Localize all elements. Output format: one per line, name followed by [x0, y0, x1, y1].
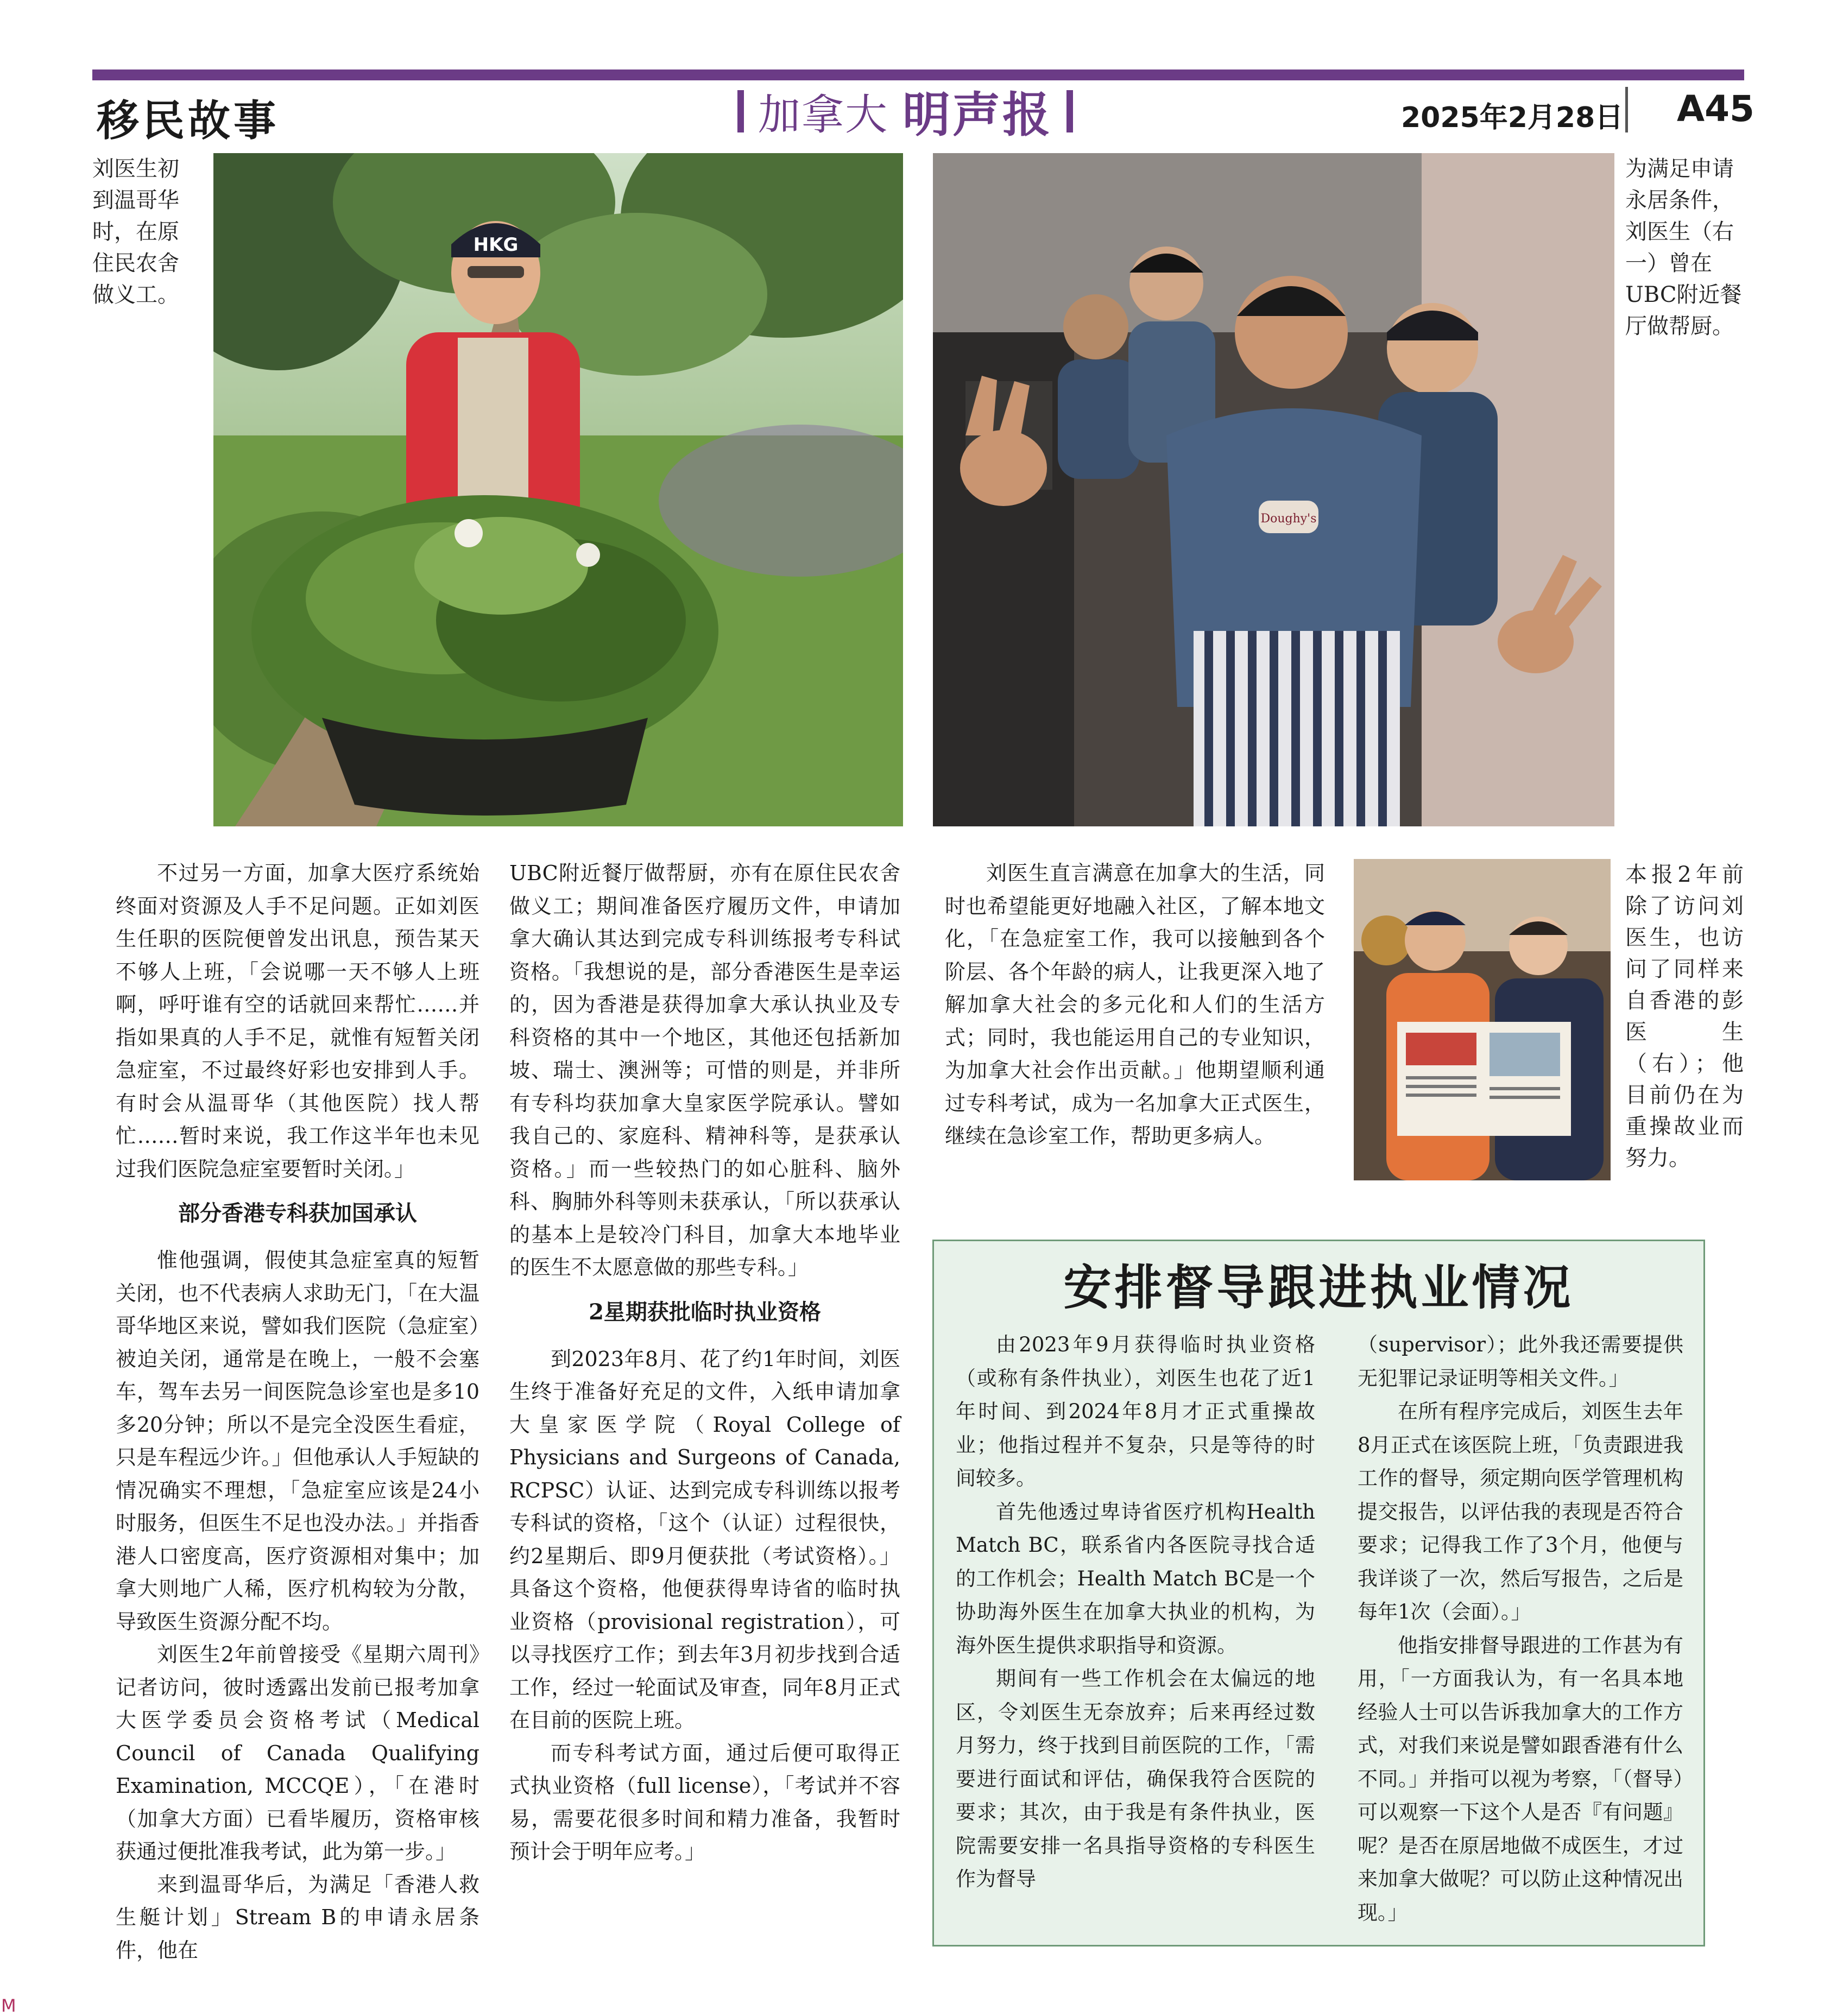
paragraph: 而专科考试方面，通过后便可取得正式执业资格（full license），「考试并不容易，需要花很多时间和精力准备，我暂时预计会于明年应考。」: [509, 1741, 900, 1863]
sidebar-title: 安排督导跟进执业情况: [1063, 1259, 1574, 1316]
publication-date: 2025年2月28日: [1401, 102, 1624, 134]
paragraph: 他指安排督导跟进的工作甚为有用，「一方面我认为，有一名具本地经验人士可以告诉我加拿大的工作方式，对我们来说是譬如跟香港有什么不同。」并指可以视为考察，「（督导）可以观察一下这个人是否『有问题』呢？是否在原居地做不成医生，才过来加拿大做呢？可以防止这种情况出现。」: [1358, 1633, 1683, 1924]
corner-mark: M: [1, 1995, 16, 2016]
photo2-caption: 为满足申请永居条件，刘医生（右一）曾在UBC附近餐厅做帮厨。: [1625, 156, 1742, 339]
paragraph: UBC附近餐厅做帮厨，亦有在原住民农舍做义工；期间准备医疗履历文件，申请加拿大确认其达到完成专科训练报考专科试资格。「我想说的是，部分香港医生是幸运的，因为香港是获得加拿大承认执业及专科资格的其中一个地区，其他还包括新加坡、瑞士、澳洲等；可惜的则是，并非所有专科均获加拿大皇家医学院承认。譬如我自己的、家庭科、精神科等，是获承认资格。」而一些较热门的如心脏科、脑外科、胸肺外科等则未获承认，「所以获承认的基本上是较冷门科目，加拿大本地毕业的医生不太愿意做的那些专科。」: [509, 861, 900, 1279]
photo-two-doctors-magazine: [1354, 859, 1611, 1180]
article-column-3: [945, 857, 1325, 1153]
page-number: A45: [1677, 88, 1754, 130]
cap-logo-text: HKG: [473, 234, 519, 256]
photo-volunteer-farm: [213, 153, 903, 826]
masthead-paper-name: 明声报: [902, 87, 1053, 143]
article-column-1: [116, 857, 479, 1967]
paragraph: 由2023年9月获得临时执业资格（或称有条件执业），刘医生也花了近1年时间、到2024年8月才正式重操故业；他指过程并不复杂，只是等待的时间较多。: [956, 1333, 1315, 1490]
vertical-bar-icon: [1066, 90, 1073, 132]
masthead: [737, 81, 1073, 141]
paragraph: 到2023年8月、花了约1年时间，刘医生终于准备好充足的文件，入纸申请加拿大皇家医学院（Royal College of Physicians and Surgeons of Canada, RCPSC）认证、达到完成专科训练以报考专科试的资格，「这个（认证）过程很快，约2星期后、即9月便获批（考试资格）。」具备这个资格，他便获得卑诗省的临时执业资格（provisional registration），可以寻找医疗工作；到去年3月初步找到合适工作，经过一轮面试及审查，同年8月正式在目前的医院上班。: [509, 1347, 900, 1732]
paragraph: （supervisor）；此外我还需要提供无犯罪记录证明等相关文件。」: [1358, 1333, 1683, 1390]
photo1-caption: 刘医生初到温哥华时，在原住民农舍做义工。: [92, 156, 179, 307]
sidebar-column-2: [1358, 1328, 1683, 1929]
header-divider: [1625, 87, 1628, 132]
paragraph: 在所有程序完成后，刘医生去年8月正式在该医院上班，「负责跟进我工作的督导，须定期向医学管理机构提交报告，以评估我的表现是否符合要求；记得我工作了3个月，他便与我详谈了一次，然后写报告，之后是每年1次（会面）。」: [1358, 1400, 1683, 1623]
sidebar-column-1: [956, 1328, 1315, 1896]
photo3-caption: 本报2年前除了访问刘医生，也访问了同样来自香港的彭医生（右）；他目前仍在为重操故业而努力。: [1625, 862, 1744, 1171]
subheading: 部分香港专科获加国承认: [178, 1200, 417, 1226]
paragraph: 来到温哥华后，为满足「香港人救生艇计划」Stream B的申请永居条件，他在: [116, 1872, 479, 1962]
paragraph: 刘医生直言满意在加拿大的生活，同时也希望能更好地融入社区，了解本地文化，「在急症室工作，我可以接触到各个阶层、各个年龄的病人，让我更深入地了解加拿大社会的多元化和人们的生活方式；同时，我也能运用自己的专业知识，为加拿大社会作出贡献。」他期望顺利通过专科考试，成为一名加拿大正式医生，继续在急诊室工作，帮助更多病人。: [945, 861, 1325, 1148]
paragraph: 刘医生2年前曾接受《星期六周刊》记者访问，彼时透露出发前已报考加拿大医学委员会资格考试（Medical Council of Canada Qualifying Examination, MCCQE），「在港时（加拿大方面）已看毕履历，资格审核获通过便批准我考试，此为第一步。」: [116, 1642, 479, 1863]
paragraph: 首先他透过卑诗省医疗机构Health Match BC，联系省内各医院寻找合适的工作机会；Health Match BC是一个协助海外医生在加拿大执业的机构，为海外医生提供求职指导和资源。: [956, 1500, 1315, 1657]
section-title: 移民故事: [97, 96, 280, 146]
paragraph: 惟他强调，假使其急症室真的短暂关闭，也不代表病人求助无门，「在大温哥华地区来说，譬如我们医院（急症室）被迫关闭，通常是在晚上，一般不会塞车，驾车去另一间医院急诊室也是多10多20分钟；所以不是完全没医生看症，只是车程远少许。」但他承认人手短缺的情况确实不理想，「急症室应该是24小时服务，但医生不足也没办法。」并指香港人口密度高，医疗资源相对集中；加拿大则地广人稀，医疗机构较为分散，导致医生资源分配不均。: [116, 1248, 479, 1634]
sidebar-box: [932, 1240, 1705, 1947]
vertical-bar-icon: [737, 90, 744, 132]
subheading: 2星期获批临时执业资格: [589, 1299, 821, 1325]
paragraph: 期间有一些工作机会在太偏远的地区，令刘医生无奈放弃；后来再经过数月努力，终于找到目前医院的工作，「需要进行面试和评估，确保我符合医院的要求；其次，由于我是有条件执业，医院需要安排一名具指导资格的专科医生作为督导: [956, 1667, 1315, 1891]
article-column-2: [509, 857, 900, 1868]
paragraph: 不过另一方面，加拿大医疗系统始终面对资源及人手不足问题。正如刘医生任职的医院便曾发出讯息，预告某天不够人上班，「会说哪一天不够人上班啊，呼吁谁有空的话就回来帮忙……并指如果真的人手不足，就惟有短暂关闭急症室，不过最终好彩也安排到人手。有时会从温哥华（其他医院）找人帮忙……暂时来说，我工作这半年也未见过我们医院急症室要暂时关闭。」: [116, 861, 479, 1181]
masthead-country: 加拿大: [758, 91, 889, 140]
apron-patch-text: Doughy's: [1260, 512, 1317, 526]
photo-restaurant-kitchen: [933, 153, 1614, 826]
